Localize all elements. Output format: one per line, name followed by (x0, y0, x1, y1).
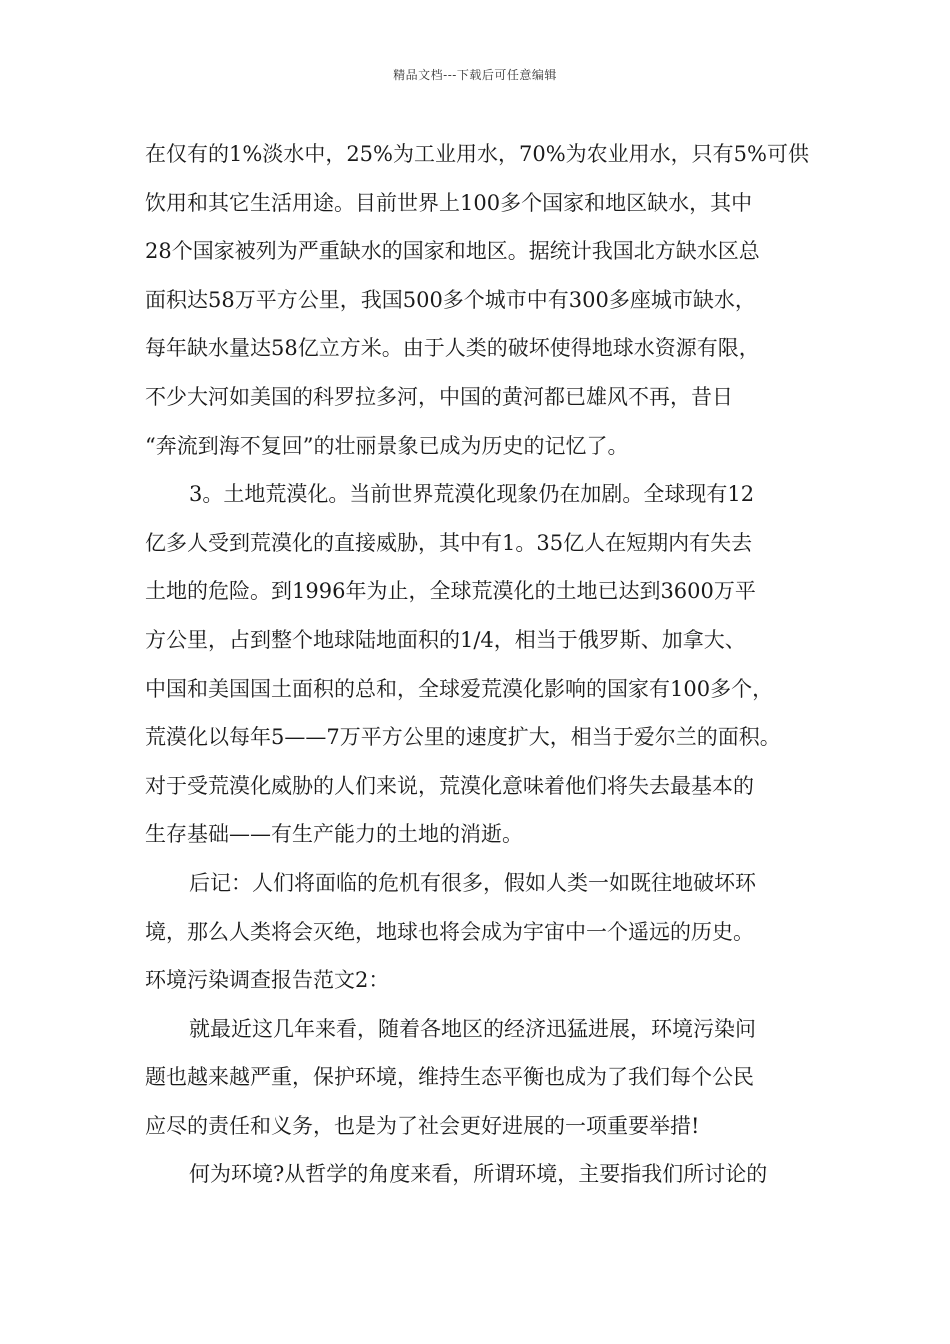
page-header: 精品文档---下载后可任意编辑 (393, 68, 557, 82)
text-line: 每年缺水量达58亿立方米。由于人类的破坏使得地球水资源有限， (145, 336, 760, 361)
text-line: 题也越来越严重，保护环境，维持生态平衡也成为了我们每个公民 (145, 1065, 754, 1090)
text-line: 就最近这几年来看，随着各地区的经济迅猛进展，环境污染问 (189, 1016, 756, 1041)
text-line: 不少大河如美国的科罗拉多河，中国的黄河都已雄风不再，昔日 (145, 384, 733, 409)
text-line: 28个国家被列为严重缺水的国家和地区。据统计我国北方缺水区总 (145, 239, 760, 264)
text-line: 对于受荒漠化威胁的人们来说，荒漠化意味着他们将失去最基本的 (145, 773, 754, 798)
text-line: 在仅有的1%淡水中，25%为工业用水，70%为农业用水，只有5%可供 (145, 142, 809, 166)
text-line: 面积达58万平方公里，我国500多个城市中有300多座城市缺水， (145, 287, 756, 312)
document-body (145, 130, 825, 1199)
text-line: 3。土地荒漠化。当前世界荒漠化现象仍在加剧。全球现有12 (189, 482, 755, 507)
text-line: 饮用和其它生活用途。目前世界上100多个国家和地区缺水，其中 (145, 190, 753, 215)
text-line: 中国和美国国土面积的总和，全球爱荒漠化影响的国家有100多个， (145, 676, 774, 701)
text-line: 后记：人们将面临的危机有很多，假如人类一如既往地破坏环 (189, 870, 756, 895)
text-line: “奔流到海不复回”的壮丽景象已成为历史的记忆了。 (145, 433, 629, 458)
text-line: 环境污染调查报告范文2： (145, 968, 390, 993)
text-line: 境，那么人类将会灭绝，地球也将会成为宇宙中一个遥远的历史。 (145, 919, 754, 944)
text-line: 何为环境?从哲学的角度来看，所谓环境，主要指我们所讨论的 (189, 1162, 768, 1187)
text-line: 土地的危险。到1996年为止，全球荒漠化的土地已达到3600万平 (145, 579, 756, 604)
text-line: 荒漠化以每年5——7万平方公里的速度扩大，相当于爱尔兰的面积。 (145, 725, 781, 750)
text-line: 应尽的责任和义务，也是为了社会更好进展的一项重要举措! (145, 1113, 700, 1138)
text-line: 生存基础——有生产能力的土地的消逝。 (145, 822, 523, 847)
text-line: 方公里，占到整个地球陆地面积的1/4，相当于俄罗斯、加拿大、 (145, 627, 746, 652)
text-line: 亿多人受到荒漠化的直接威胁，其中有1。35亿人在短期内有失去 (145, 530, 753, 555)
